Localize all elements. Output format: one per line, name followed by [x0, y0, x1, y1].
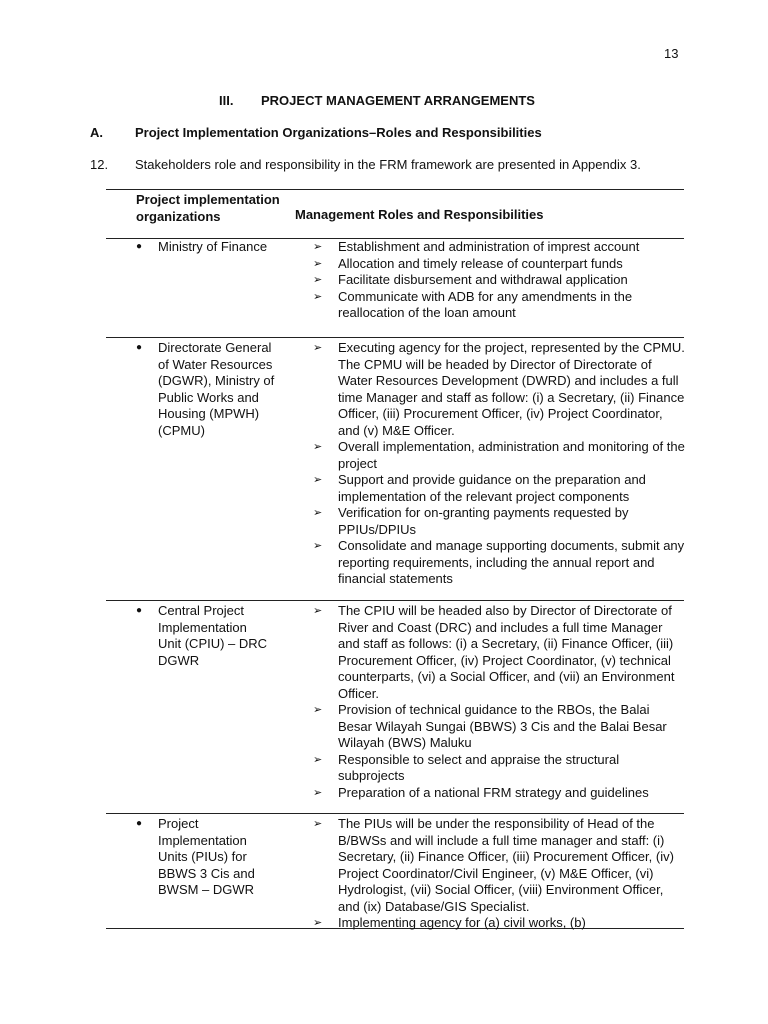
list-item: ➢ Consolidate and manage supporting documents, submit any reporting requirements, including the annual report and financial statements	[313, 538, 685, 586]
arrow-bullet-icon: ➢	[313, 786, 323, 799]
arrow-bullet-icon: ➢	[313, 704, 323, 716]
arrow-bullet-icon: ➢	[313, 474, 323, 486]
roles-list	[313, 816, 685, 932]
list-item: ➢ Preparation of a national FRM strategy and guidelines	[313, 784, 649, 800]
section-title: PROJECT MANAGEMENT ARRANGEMENTS	[261, 93, 535, 108]
bullet-icon: ●	[136, 818, 143, 829]
table-row	[106, 239, 684, 338]
organization-cell	[136, 603, 276, 669]
organization-name: Project Implementation Units (PIUs) for BBWS 3 Cis and BWSM – DGWR	[158, 816, 255, 897]
page-number: 13	[664, 46, 679, 61]
list-item: ➢ The PIUs will be under the responsibility of Head of the B/BWSs and will include a full time manager and staff: (i) Secretary, (ii) Finance Officer, (iii) Procurement Officer, (iv) Project Coordinator/Civil Engineer, (v) M&E Officer, (vi) Hydrologist, (vii) Social Officer, (viii) Environment Officer, and (ix) Database/GIS Specialist.	[313, 816, 674, 914]
arrow-bullet-icon: ➢	[313, 241, 323, 253]
arrow-bullet-icon: ➢	[313, 342, 323, 354]
roles-table	[106, 189, 684, 929]
table-header	[106, 189, 684, 239]
list-item: ➢ Establishment and administration of imprest account	[313, 239, 640, 254]
subsection-heading	[90, 125, 542, 140]
table-row	[106, 338, 684, 601]
subsection-label: A.	[90, 125, 103, 140]
section-heading	[219, 93, 535, 108]
paragraph-number: 12.	[90, 157, 109, 172]
roles-list	[313, 340, 685, 588]
arrow-bullet-icon: ➢	[313, 441, 323, 453]
arrow-bullet-icon: ➢	[313, 507, 323, 519]
arrow-bullet-icon: ➢	[313, 753, 323, 766]
bullet-icon: ●	[136, 342, 143, 353]
bullet-icon: ●	[136, 605, 143, 616]
section-number: III.	[219, 93, 234, 108]
organization-name: Ministry of Finance	[158, 239, 268, 254]
roles-list	[313, 239, 685, 322]
arrow-bullet-icon: ➢	[313, 605, 323, 617]
table-row	[106, 814, 684, 929]
arrow-bullet-icon: ➢	[313, 274, 323, 286]
list-item: ➢ Support and provide guidance on the preparation and implementation of the relevant project components	[313, 472, 646, 504]
organization-cell	[136, 340, 276, 439]
list-item: ➢ The CPIU will be headed also by Director of Directorate of River and Coast (DRC) and includes a full time Manager and staff as follows: (i) a Secretary, (ii) Finance Officer, (iii) Procurement Officer, (iv) Project Coordinator, (v) technical counterparts, (vi) a Social Officer, and (vii) an Environment Officer.	[313, 603, 675, 701]
arrow-bullet-icon: ➢	[313, 917, 323, 929]
list-item: ➢ Allocation and timely release of counterpart funds	[313, 255, 623, 271]
table-row	[106, 601, 684, 814]
organization-name: Central Project Implementation Unit (CPIU) – DRC DGWR	[158, 603, 268, 668]
organization-cell	[136, 816, 276, 899]
organization-name: Directorate General of Water Resources (DGWR), Ministry of Public Works and Housing (MPWH) (CPMU)	[158, 340, 275, 438]
paragraph-12	[90, 157, 641, 172]
paragraph-text: Stakeholders role and responsibility in the FRM framework are presented in Appendix 3.	[135, 157, 641, 172]
list-item: ➢ Implementing agency for (a) civil works, (b)	[313, 915, 586, 930]
arrow-bullet-icon: ➢	[313, 290, 323, 303]
subsection-title: Project Implementation Organizations–Roles and Responsibilities	[135, 125, 542, 140]
list-item: ➢ Facilitate disbursement and withdrawal application	[313, 272, 628, 287]
arrow-bullet-icon: ➢	[313, 818, 323, 830]
header-organizations: Project implementation organizations	[136, 192, 280, 224]
list-item: ➢ Responsible to select and appraise the structural subprojects	[313, 751, 620, 783]
bullet-icon: ●	[136, 241, 143, 252]
header-roles: Management Roles and Responsibilities	[295, 207, 544, 222]
list-item: ➢ Executing agency for the project, represented by the CPMU. The CPMU will be headed by Director of Directorate of Water Resources Development (DWRD) and includes a full time Manager and staff as follow: (i) a Secretary, (ii) Finance Officer, (iii) Procurement Officer, (iv) Project Coordinator, and (v) M&E Officer.	[313, 340, 685, 438]
organization-cell	[136, 239, 276, 256]
roles-list	[313, 603, 685, 801]
list-item: ➢ Communicate with ADB for any amendments in the reallocation of the loan amount	[313, 288, 633, 320]
arrow-bullet-icon: ➢	[313, 257, 323, 270]
list-item: ➢ Verification for on-granting payments requested by PPIUs/DPIUs	[313, 505, 629, 537]
list-item: ➢ Overall implementation, administration and monitoring of the project	[313, 439, 685, 471]
list-item: ➢ Provision of technical guidance to the RBOs, the Balai Besar Wilayah Sungai (BBWS) 3 Cis and the Balai Besar Wilayah (BWS) Maluku	[313, 702, 667, 750]
arrow-bullet-icon: ➢	[313, 540, 323, 552]
